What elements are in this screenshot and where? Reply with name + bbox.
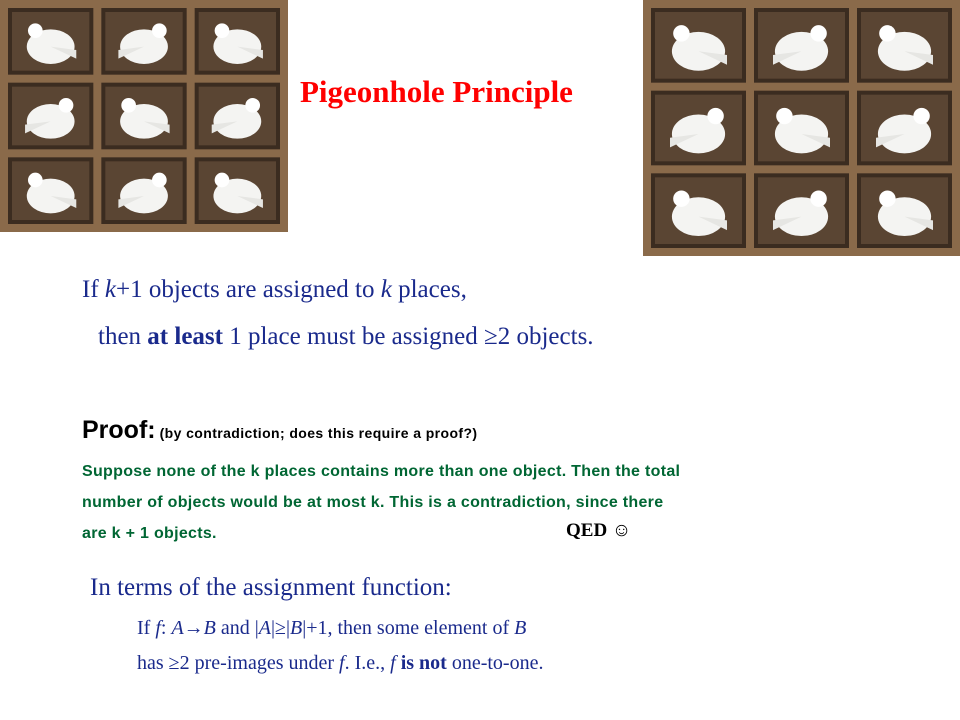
function-statement-line1: If f: A→B and |A|≥|B|+1, then some element of B [137,617,527,639]
principle-statement-line2: then at least 1 place must be assigned ≥2 objects. [98,323,594,350]
pigeonhole-photo-right [643,0,960,256]
qed-mark: QED ☺ [566,520,632,541]
proof-line: are k + 1 objects. [82,525,217,542]
proof-body [82,456,862,549]
slide-title: Pigeonhole Principle [300,74,573,109]
principle-statement-line1: If k+1 objects are assigned to k places, [82,276,467,303]
function-statement-line2: has ≥2 pre-images under f. I.e., f is not one-to-one. [137,652,544,674]
proof-line: Suppose none of the k places contains more than one object. Then the total [82,463,681,480]
proof-line: number of objects would be at most k. This is a contradiction, since there [82,494,664,511]
proof-heading: Proof: (by contradiction; does this require a proof?) [82,416,478,444]
assignment-heading: In terms of the assignment function: [90,574,452,601]
pigeonhole-photo-left [0,0,288,232]
